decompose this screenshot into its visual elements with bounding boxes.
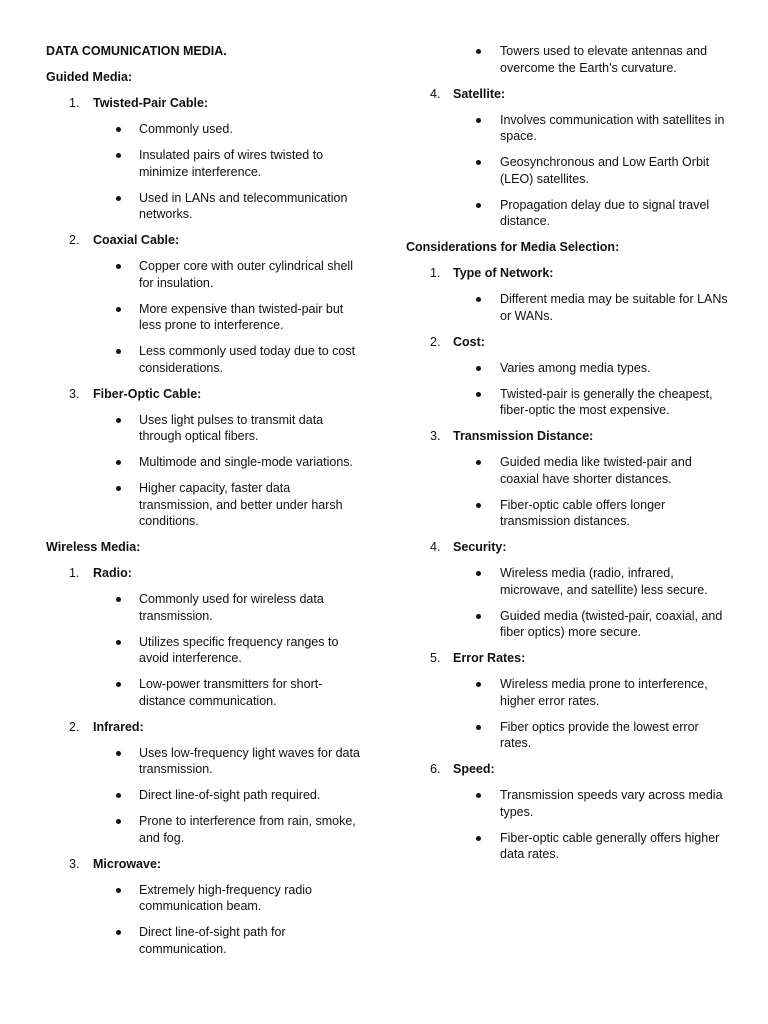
bullet-icon [116,349,121,354]
bullet-icon [476,460,481,465]
bullet-icon [116,597,121,602]
list-item: Guided media like twisted-pair and coaxial have shorter distances. [406,454,736,487]
topic-label: Security: [453,540,507,554]
topic-label: Coaxial Cable: [93,233,180,247]
topic-twisted-pair [46,95,366,223]
list-item: Transmission speeds vary across media types. [406,787,736,820]
list-item: Geosynchronous and Low Earth Orbit (LEO) satellites. [406,154,736,187]
considerations-heading: Considerations for Media Selection: [406,240,620,254]
list-item: Commonly used. [46,121,366,138]
list-item: Different media may be suitable for LANs or WANs. [406,291,736,324]
bullet-icon [116,196,121,201]
bullet-icon [476,392,481,397]
list-item: Insulated pairs of wires twisted to minimize interference. [46,147,366,180]
list-item: Towers used to elevate antennas and overcome the Earth's curvature. [406,43,736,76]
topic-satellite [406,86,736,230]
topic-microwave [46,856,366,958]
bullet-list [46,745,366,847]
list-item: Varies among media types. [406,360,736,377]
wireless-media-heading: Wireless Media: [46,540,141,554]
bullet-icon [116,751,121,756]
bullet-list [406,676,736,752]
topic-number: 3. [430,429,441,443]
topic-label: Radio: [93,566,132,580]
list-item: Used in LANs and telecommunication networks. [46,190,366,223]
bullet-icon [476,203,481,208]
bullet-icon [476,160,481,165]
topic-security [406,539,736,641]
topic-number: 6. [430,762,441,776]
bullet-list [46,591,366,709]
list-item: Twisted-pair is generally the cheapest, fiber-optic the most expensive. [406,386,736,419]
list-item: Wireless media prone to interference, higher error rates. [406,676,736,709]
bullet-icon [116,264,121,269]
list-item: Copper core with outer cylindrical shell for insulation. [46,258,366,291]
list-item: Uses light pulses to transmit data through optical fibers. [46,412,366,445]
list-item: Multimode and single-mode variations. [46,454,366,471]
bullet-icon [476,725,481,730]
topic-type-of-network [406,265,736,324]
topic-label: Microwave: [93,856,162,871]
topic-number: 1. [430,266,441,280]
list-item: Direct line-of-sight path for communication. [46,924,366,957]
microwave-continued-list [406,43,736,76]
topic-number: 1. [69,566,80,580]
topic-label: Error Rates: [453,651,526,665]
bullet-list [46,258,366,376]
topic-number: 4. [430,86,441,101]
topic-infrared [46,719,366,847]
bullet-icon [116,486,121,491]
topic-number: 3. [69,386,80,401]
bullet-icon [116,418,121,423]
topic-number: 3. [69,856,80,871]
topic-label: Transmission Distance: [453,429,594,443]
bullet-list [406,787,736,863]
list-item: Higher capacity, faster data transmission, and better under harsh conditions. [46,480,366,530]
list-item: Involves communication with satellites in space. [406,112,736,145]
topic-label: Twisted-Pair Cable: [93,96,209,110]
topic-label: Fiber-Optic Cable: [93,386,202,401]
guided-media-heading: Guided Media: [46,70,133,84]
bullet-icon [116,153,121,158]
topic-number: 1. [69,96,80,110]
list-item: Guided media (twisted-pair, coaxial, and fiber optics) more secure. [406,608,736,641]
topic-fiber-optic [46,386,366,530]
list-item: Utilizes specific frequency ranges to avoid interference. [46,634,366,667]
topic-label: Infrared: [93,719,144,734]
bullet-icon [116,640,121,645]
list-item: Low-power transmitters for short-distance communication. [46,676,366,709]
bullet-icon [476,793,481,798]
bullet-icon [116,682,121,687]
left-column [46,43,366,967]
topic-number: 2. [430,334,441,349]
bullet-list [406,565,736,641]
list-item: Fiber-optic cable generally offers higher data rates. [406,830,736,863]
list-item: Fiber-optic cable offers longer transmission distances. [406,497,736,530]
bullet-icon [476,571,481,576]
bullet-icon [476,682,481,687]
bullet-list [406,454,736,530]
topic-label: Satellite: [453,86,506,101]
bullet-icon [116,888,121,893]
bullet-list [46,882,366,958]
bullet-icon [476,49,481,54]
list-item: Direct line-of-sight path required. [46,787,366,804]
topic-transmission-distance [406,428,736,530]
topic-number: 4. [430,540,441,554]
bullet-icon [476,503,481,508]
topic-label: Cost: [453,334,485,349]
list-item: Wireless media (radio, infrared, microwave, and satellite) less secure. [406,565,736,598]
bullet-icon [476,297,481,302]
bullet-icon [476,836,481,841]
bullet-list [406,112,736,230]
topic-error-rates [406,650,736,752]
list-item: Propagation delay due to signal travel distance. [406,197,736,230]
list-item: Prone to interference from rain, smoke, and fog. [46,813,366,846]
topic-coaxial [46,232,366,376]
topic-number: 5. [430,651,441,665]
topic-speed [406,761,736,863]
bullet-icon [116,793,121,798]
list-item: Fiber optics provide the lowest error rates. [406,719,736,752]
topic-label: Type of Network: [453,266,554,280]
bullet-list [406,291,736,324]
list-item: Uses low-frequency light waves for data transmission. [46,745,366,778]
bullet-icon [116,930,121,935]
topic-number: 2. [69,719,80,734]
bullet-icon [116,819,121,824]
bullet-list [46,412,366,530]
bullet-icon [116,127,121,132]
document-title: DATA COMUNICATION MEDIA. [46,44,227,58]
topic-label: Speed: [453,762,495,776]
topic-number: 2. [69,233,80,247]
bullet-icon [116,460,121,465]
list-item: Extremely high-frequency radio communication beam. [46,882,366,915]
bullet-icon [476,366,481,371]
list-item: Less commonly used today due to cost considerations. [46,343,366,376]
bullet-list [46,121,366,223]
bullet-icon [116,307,121,312]
list-item: More expensive than twisted-pair but less prone to interference. [46,301,366,334]
list-item: Commonly used for wireless data transmission. [46,591,366,624]
bullet-icon [476,614,481,619]
bullet-list [406,360,736,419]
topic-cost [406,334,736,419]
topic-radio [46,565,366,709]
right-column [406,43,736,872]
bullet-icon [476,118,481,123]
